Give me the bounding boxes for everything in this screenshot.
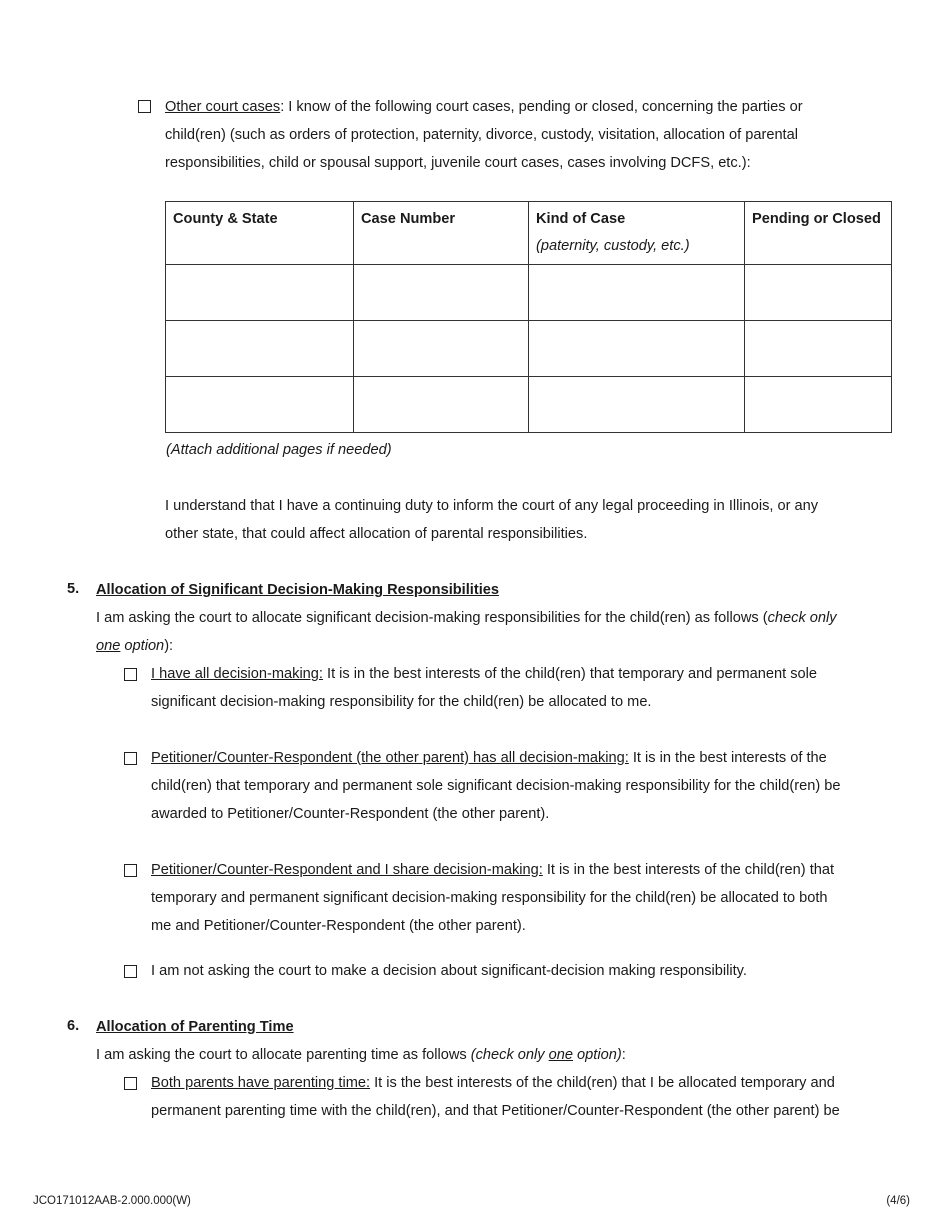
section6-title: Allocation of Parenting Time — [96, 1019, 294, 1035]
option-sole-other-line1: Petitioner/Counter-Respondent (the other parent) has all decision-making: It is in the best interests of the — [151, 750, 827, 766]
court-cases-table — [165, 201, 892, 433]
no-decision-checkbox[interactable] — [124, 965, 137, 978]
table-header-row — [166, 202, 892, 265]
option-both-parents-line1: Both parents have parenting time: It is the best interests of the child(ren) that I be allocated temporary and — [151, 1075, 835, 1091]
header-kind-of-case: Kind of Case (paternity, custody, etc.) — [529, 202, 745, 265]
form-code: JCO171012AAB-2.000.000(W) — [33, 1195, 191, 1207]
table-cell[interactable] — [354, 377, 529, 433]
header-case-number: Case Number — [354, 202, 529, 265]
other-cases-label: Other court cases — [165, 99, 281, 115]
table-cell[interactable] — [745, 377, 892, 433]
table-row — [166, 321, 892, 377]
section6-number: 6. — [67, 1018, 80, 1034]
page-number: (4/6) — [886, 1195, 910, 1207]
sole-decision-me-checkbox[interactable] — [124, 668, 137, 681]
table-cell[interactable] — [529, 377, 745, 433]
header-county-state: County & State — [166, 202, 354, 265]
table-cell[interactable] — [166, 265, 354, 321]
table-row — [166, 265, 892, 321]
table-row — [166, 377, 892, 433]
both-parents-time-checkbox[interactable] — [124, 1077, 137, 1090]
option-both-parents-line2: permanent parenting time with the child(ren), and that Petitioner/Counter-Respondent (the other parent) be — [151, 1103, 840, 1119]
option-shared-line2: temporary and permanent significant decision-making responsibility for the child(ren) be allocated to both — [151, 890, 828, 906]
table-cell[interactable] — [166, 377, 354, 433]
other-cases-line1: Other court cases: I know of the following court cases, pending or closed, concerning the parties or — [165, 99, 803, 115]
table-cell[interactable] — [745, 265, 892, 321]
section5-intro-line2: one option): — [96, 638, 174, 654]
table-cell[interactable] — [166, 321, 354, 377]
other-cases-line3: responsibilities, child or spousal support, juvenile court cases, cases involving DCFS, etc.): — [165, 155, 751, 171]
table-cell[interactable] — [745, 321, 892, 377]
table-cell[interactable] — [529, 321, 745, 377]
section5-title: Allocation of Significant Decision-Making Responsibilities — [96, 582, 499, 598]
option-shared-line1: Petitioner/Counter-Respondent and I share decision-making: It is in the best interests of the child(ren) that — [151, 862, 835, 878]
option-no-decision-line1: I am not asking the court to make a decision about significant-decision making responsibility. — [151, 963, 747, 979]
kind-of-case-subheader: (paternity, custody, etc.) — [536, 238, 690, 254]
option-sole-other-line3: awarded to Petitioner/Counter-Respondent (the other parent). — [151, 806, 550, 822]
other-court-cases-checkbox[interactable] — [138, 100, 151, 113]
table-cell[interactable] — [529, 265, 745, 321]
other-cases-line2: child(ren) (such as orders of protection, paternity, divorce, custody, visitation, allocation of parental — [165, 127, 798, 143]
shared-decision-checkbox[interactable] — [124, 864, 137, 877]
section6-intro: I am asking the court to allocate parenting time as follows (check only one option): — [96, 1047, 626, 1063]
section5-number: 5. — [67, 581, 80, 597]
sole-decision-other-parent-checkbox[interactable] — [124, 752, 137, 765]
header-pending-closed: Pending or Closed — [745, 202, 892, 265]
table-cell[interactable] — [354, 265, 529, 321]
table-cell[interactable] — [354, 321, 529, 377]
option-shared-line3: me and Petitioner/Counter-Respondent (the other parent). — [151, 918, 526, 934]
attach-note: (Attach additional pages if needed) — [166, 442, 392, 458]
duty-line1: I understand that I have a continuing duty to inform the court of any legal proceeding in Illinois, or any — [165, 498, 819, 514]
option-sole-other-line2: child(ren) that temporary and permanent sole significant decision-making responsibility for the child(ren) be — [151, 778, 841, 794]
option-sole-me-line1: I have all decision-making: It is in the best interests of the child(ren) that temporary and permanent sole — [151, 666, 817, 682]
section5-intro-line1: I am asking the court to allocate significant decision-making responsibilities for the child(ren) as follows (check only — [96, 610, 837, 626]
duty-line2: other state, that could affect allocation of parental responsibilities. — [165, 526, 588, 542]
option-sole-me-line2: significant decision-making responsibility for the child(ren) be allocated to me. — [151, 694, 652, 710]
